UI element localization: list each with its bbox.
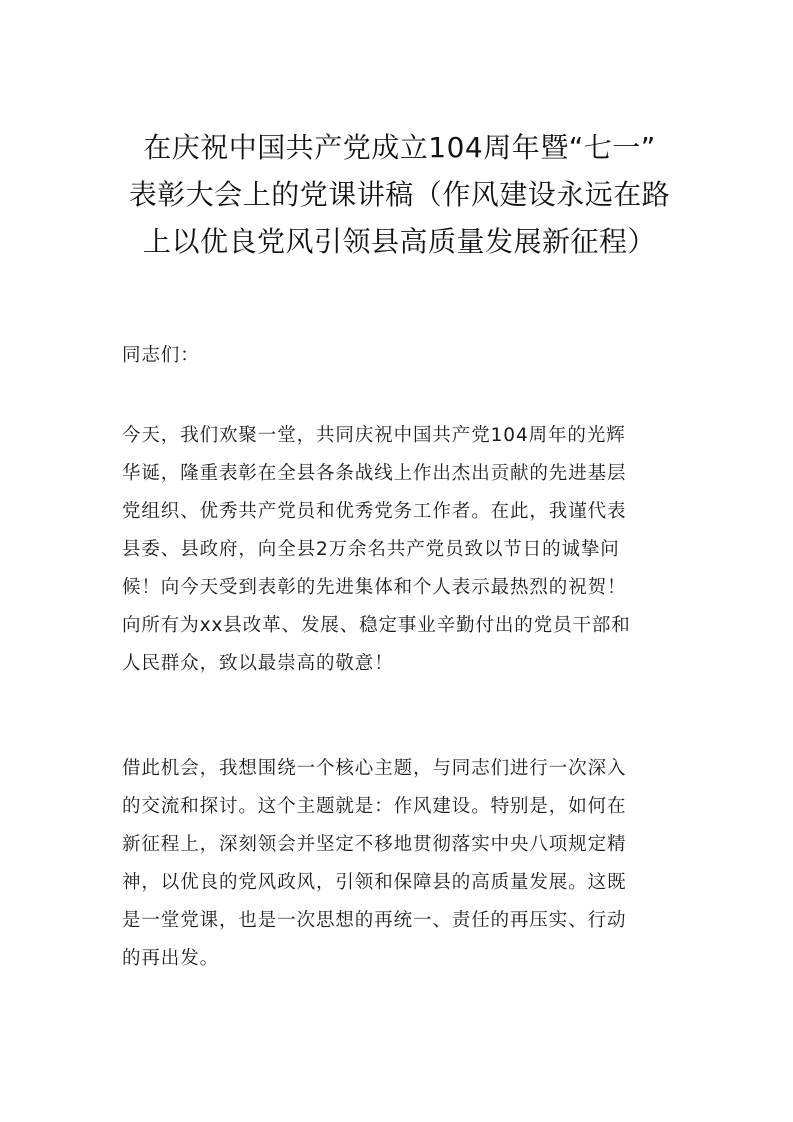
paragraph-opening [122, 417, 680, 683]
salutation-text: 同志们： [122, 345, 200, 366]
paragraph-line: 向所有为xx县改革、发展、稳定事业辛勤付出的党员干部和 [122, 615, 631, 636]
paragraph-line: 的再出发。 [122, 948, 220, 969]
paragraph-line: 借此机会，我想围绕一个核心主题，与同志们进行一次深入 [122, 758, 627, 779]
paragraph-line: 神，以优良的党风政风，引领和保障县的高质量发展。这既 [122, 872, 627, 893]
paragraph-line: 候！向今天受到表彰的先进集体和个人表示最热烈的祝贺！ [122, 577, 627, 598]
title-line: 表彰大会上的党课讲稿（作风建设永远在路 [128, 178, 671, 211]
paragraph-line: 县委、县政府，向全县2万余名共产党员致以节日的诚挚问 [122, 539, 620, 560]
paragraph-line: 人民群众，致以最崇高的敬意！ [122, 653, 394, 674]
title-line: 在庆祝中国共产党成立104周年暨“七一” [143, 131, 656, 164]
paragraph-line: 的交流和探讨。这个主题就是：作风建设。特别是，如何在 [122, 796, 627, 817]
paragraph-line: 党组织、优秀共产党员和优秀党务工作者。在此，我谨代表 [122, 501, 627, 522]
paragraph-line: 今天，我们欢聚一堂，共同庆祝中国共产党104周年的光辉 [122, 425, 626, 446]
paragraph-line: 新征程上，深刻领会并坚定不移地贯彻落实中央八项规定精 [122, 834, 627, 855]
salutation [122, 337, 680, 375]
document-title [112, 124, 687, 265]
paragraph-line: 是一堂党课，也是一次思想的再统一、责任的再压实、行动 [122, 910, 627, 931]
paragraph-theme [122, 750, 680, 978]
title-line: 上以优良党风引领县高质量发展新征程） [142, 225, 656, 258]
paragraph-line: 华诞，隆重表彰在全县各条战线上作出杰出贡献的先进基层 [122, 463, 627, 484]
